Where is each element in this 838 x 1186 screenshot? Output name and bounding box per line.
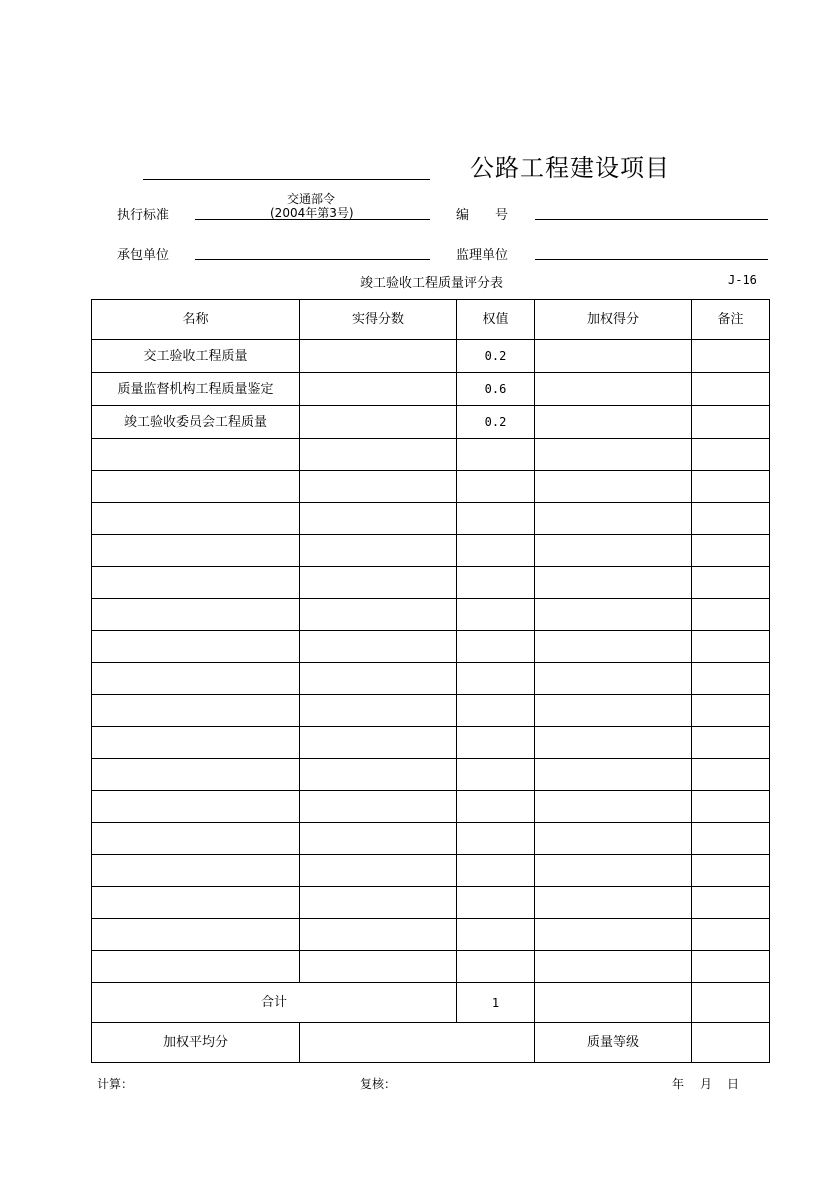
form-subtitle: 竣工验收工程质量评分表 [360,276,504,291]
date-month-label: 月 [700,1077,713,1091]
exec-std-line [195,219,430,220]
empty-cell[interactable] [92,919,300,951]
empty-cell[interactable] [300,535,457,567]
empty-cell[interactable] [457,855,535,887]
empty-cell[interactable] [692,567,770,599]
empty-cell[interactable] [300,887,457,919]
empty-cell[interactable] [300,855,457,887]
empty-cell[interactable] [457,951,535,983]
empty-cell[interactable] [300,951,457,983]
number-field[interactable] [535,219,768,220]
empty-cell[interactable] [457,631,535,663]
header-weight: 权值 [457,300,535,340]
header-note: 备注 [692,300,770,340]
empty-row [92,599,770,631]
empty-cell[interactable] [300,919,457,951]
empty-cell[interactable] [692,759,770,791]
exec-std-value-line1: 交通部令 [287,192,336,206]
table-header-row [92,300,770,340]
empty-cell[interactable] [457,727,535,759]
header-weighted: 加权得分 [535,300,692,340]
empty-row [92,823,770,855]
empty-cell[interactable] [692,855,770,887]
empty-cell[interactable] [92,855,300,887]
supervisor-field[interactable] [535,259,768,260]
review-label: 复核： [360,1077,397,1091]
row-weight: 0.2 [457,406,535,439]
empty-row [92,855,770,887]
header-name: 名称 [92,300,300,340]
empty-cell[interactable] [692,503,770,535]
empty-cell[interactable] [535,855,692,887]
row-weighted[interactable] [535,340,692,373]
total-weight: 1 [457,983,535,1023]
row-note[interactable] [692,373,770,406]
empty-cell[interactable] [457,663,535,695]
empty-cell[interactable] [535,439,692,471]
empty-cell[interactable] [457,599,535,631]
empty-row [92,631,770,663]
empty-cell[interactable] [692,471,770,503]
empty-row [92,567,770,599]
empty-cell[interactable] [300,791,457,823]
row-name: 质量监督机构工程质量鉴定 [92,373,300,406]
contractor-field[interactable] [195,259,430,260]
empty-cell[interactable] [692,727,770,759]
total-note[interactable] [692,983,770,1023]
empty-cell[interactable] [92,535,300,567]
empty-row [92,951,770,983]
empty-cell[interactable] [300,599,457,631]
empty-cell[interactable] [92,503,300,535]
grade-value[interactable] [692,1023,770,1063]
header-score: 实得分数 [300,300,457,340]
row-name: 交工验收工程质量 [92,340,300,373]
empty-cell[interactable] [457,695,535,727]
empty-cell[interactable] [457,887,535,919]
empty-cell[interactable] [692,439,770,471]
empty-cell[interactable] [692,535,770,567]
empty-cell[interactable] [692,919,770,951]
empty-cell[interactable] [92,727,300,759]
summary-row [92,1023,770,1063]
empty-cell[interactable] [92,471,300,503]
empty-cell[interactable] [300,727,457,759]
empty-cell[interactable] [457,791,535,823]
empty-cell[interactable] [92,759,300,791]
table-row [92,340,770,373]
empty-cell[interactable] [457,503,535,535]
empty-cell[interactable] [457,823,535,855]
empty-cell[interactable] [692,791,770,823]
empty-cell[interactable] [92,951,300,983]
row-note[interactable] [692,340,770,373]
empty-cell[interactable] [300,695,457,727]
empty-cell[interactable] [92,823,300,855]
empty-row [92,919,770,951]
empty-row [92,439,770,471]
empty-cell[interactable] [457,919,535,951]
empty-cell[interactable] [692,631,770,663]
empty-row [92,727,770,759]
row-score[interactable] [300,373,457,406]
project-name-line [143,179,430,180]
row-score[interactable] [300,340,457,373]
empty-cell[interactable] [92,695,300,727]
number-label: 编 号 [456,208,509,223]
supervisor-label: 监理单位 [456,248,509,263]
empty-cell[interactable] [300,823,457,855]
row-weighted[interactable] [535,373,692,406]
empty-cell[interactable] [535,503,692,535]
empty-cell[interactable] [535,631,692,663]
empty-cell[interactable] [535,759,692,791]
row-note[interactable] [692,406,770,439]
empty-row [92,695,770,727]
empty-cell[interactable] [457,535,535,567]
empty-cell[interactable] [92,439,300,471]
empty-cell[interactable] [535,535,692,567]
score-table [91,299,770,1063]
avg-value[interactable] [300,1023,535,1063]
empty-cell[interactable] [92,887,300,919]
empty-cell[interactable] [535,663,692,695]
empty-cell[interactable] [535,727,692,759]
empty-cell[interactable] [535,567,692,599]
empty-cell[interactable] [457,567,535,599]
empty-row [92,759,770,791]
empty-cell[interactable] [535,919,692,951]
empty-cell[interactable] [300,759,457,791]
row-score[interactable] [300,406,457,439]
empty-cell[interactable] [692,823,770,855]
empty-cell[interactable] [692,695,770,727]
empty-cell[interactable] [692,663,770,695]
row-name: 竣工验收委员会工程质量 [92,406,300,439]
empty-cell[interactable] [457,471,535,503]
empty-cell[interactable] [92,791,300,823]
form-code: J-16 [728,273,757,287]
empty-cell[interactable] [92,599,300,631]
total-weighted[interactable] [535,983,692,1023]
empty-cell[interactable] [92,663,300,695]
empty-cell[interactable] [535,887,692,919]
page-title: 公路工程建设项目 [470,154,670,182]
empty-cell[interactable] [692,599,770,631]
empty-cell[interactable] [535,471,692,503]
empty-cell[interactable] [535,695,692,727]
empty-cell[interactable] [92,631,300,663]
empty-cell[interactable] [535,791,692,823]
empty-cell[interactable] [300,567,457,599]
grade-label: 质量等级 [535,1023,692,1063]
empty-cell[interactable] [457,759,535,791]
empty-cell[interactable] [300,663,457,695]
empty-cell[interactable] [457,439,535,471]
empty-cell[interactable] [535,823,692,855]
empty-cell[interactable] [300,439,457,471]
total-label: 合计 [92,983,457,1023]
table-row [92,373,770,406]
avg-label: 加权平均分 [92,1023,300,1063]
empty-cell[interactable] [692,887,770,919]
empty-row [92,791,770,823]
empty-cell[interactable] [535,599,692,631]
date-day-label: 日 [727,1077,740,1091]
empty-row [92,887,770,919]
empty-row [92,503,770,535]
empty-cell[interactable] [300,631,457,663]
row-weighted[interactable] [535,406,692,439]
empty-row [92,663,770,695]
date-year-label: 年 [672,1077,685,1091]
empty-cell[interactable] [535,951,692,983]
row-weight: 0.2 [457,340,535,373]
table-row [92,406,770,439]
empty-cell[interactable] [692,951,770,983]
row-weight: 0.6 [457,373,535,406]
calc-label: 计算： [97,1077,134,1091]
empty-row [92,535,770,567]
empty-cell[interactable] [92,567,300,599]
total-row [92,983,770,1023]
empty-row [92,471,770,503]
contractor-label: 承包单位 [117,248,170,263]
empty-cell[interactable] [300,503,457,535]
exec-std-label: 执行标准 [117,208,170,223]
exec-std-value-line2: (2004年第3号) [270,206,354,220]
empty-cell[interactable] [300,471,457,503]
